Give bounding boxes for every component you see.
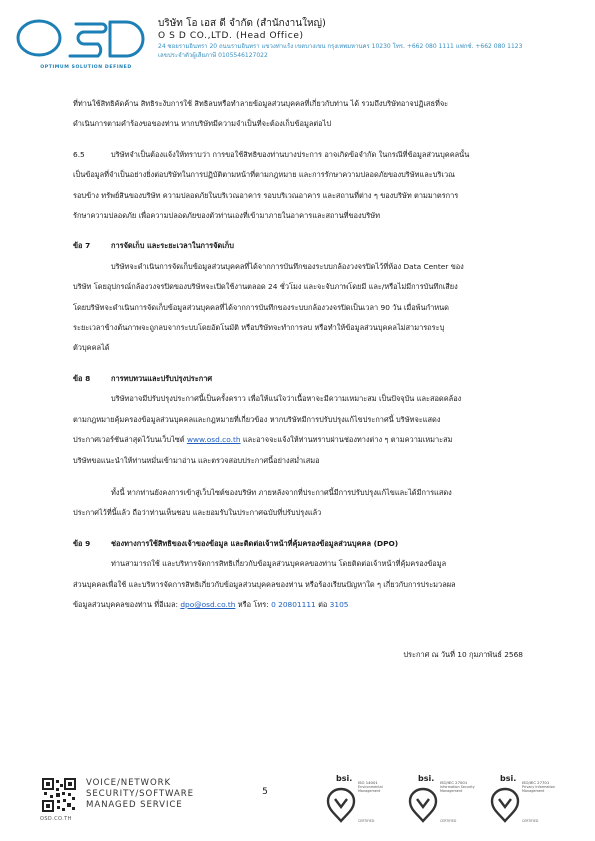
cert-status: CERTIFIED <box>522 819 539 823</box>
text-line: บริษัท โดยอุปกรณ์กล้องวงจรปิดของบริษัทจะเปิดใช้งานตลอด 24 ชั่วโมง และจะจับภาพโดยมี และ/หรือไม่มีการบันทึกเสียง <box>73 282 458 292</box>
bsi-brand: bsi. <box>500 774 517 783</box>
text-line: ที่ท่านใช้สิทธิคัดค้าน สิทธิระงับการใช้ สิทธิลบหรือทำลายข้อมูลส่วนบุคคลที่เกี่ยวกับท่าน ได้ รวมถึงบริษัทอาจปฏิเสธที่จะ <box>73 99 449 108</box>
dpo-phone-extension[interactable]: 3105 <box>329 599 349 609</box>
logo-tagline: OPTIMUM SOLUTION DEFINED <box>40 65 132 70</box>
cert-badge-iso14001 <box>320 774 396 830</box>
section-number: ข้อ 8 <box>73 373 91 383</box>
kitemark-icon <box>408 787 438 823</box>
text-span: บริษัทจำเป็นต้องแจ้งให้ทราบว่า การขอใช้สิทธิของท่านบางประการ อาจเกิดข้อจำกัด ในกรณีที่ข้อมูลส่วนบุคคลนั้น <box>111 149 470 159</box>
cert-standard: ISO/IEC 27701 <box>522 780 550 785</box>
text-line: บริษัทจะดำเนินการจัดเก็บข้อมูลส่วนบุคคลที่ได้จากการบันทึกของระบบกล้องวงจรปิดไว้ที่ห้อง Data Center ของ <box>111 261 464 271</box>
company-name-en: O S D CO.,LTD. (Head Office) <box>158 31 304 41</box>
qr-code-icon <box>42 778 76 812</box>
cert-description: Information Security Management <box>440 785 475 794</box>
text-span: และอาจจะแจ้งให้ท่านทราบผ่านช่องทางต่าง ๆ ตามความเหมาะสม <box>240 435 453 445</box>
cert-standard: ISO/IEC 27001 <box>440 780 468 785</box>
text-line: ทั้งนี้ หากท่านยังคงการเข้าสู่เว็บไซต์ของบริษัท ภายหลังจากที่ประกาศนี้มีการปรับปรุงแก้ไขและได้มีการแสดง <box>111 487 452 497</box>
announcement-date: ประกาศ ณ วันที่ 10 กุมภาพันธ์ 2568 <box>403 650 523 660</box>
text-line <box>73 595 525 615</box>
cert-badge-iso27001 <box>402 774 478 830</box>
page-footer <box>0 770 595 841</box>
section-8-body <box>73 389 525 471</box>
text-line <box>73 430 525 450</box>
text-line: ตัวบุคคลได้ <box>73 343 110 353</box>
text-line: ตามกฎหมายคุ้มครองข้อมูลส่วนบุคคลและกฎหมายที่เกี่ยวข้อง หากบริษัทมีการปรับปรุงแก้ไขประกาศนี้ บริษัทจะแสดง <box>73 414 441 424</box>
certification-badges <box>320 774 560 830</box>
kitemark-icon <box>326 787 356 823</box>
dpo-phone-link[interactable]: 0 20801111 <box>271 599 316 609</box>
bsi-brand: bsi. <box>336 774 353 783</box>
website-link[interactable]: www.osd.co.th <box>186 435 241 445</box>
text-line: ท่านสามารถใช้ และบริหารจัดการสิทธิเกี่ยวกับข้อมูลส่วนบุคคลของท่าน โดยติดต่อเจ้าหน้าที่คุ้มครองข้อมูล <box>111 559 447 569</box>
cert-standard: ISO 14001 <box>358 780 378 785</box>
text-span: หรือ โทร: <box>235 599 272 609</box>
footer-website: OSD.CO.TH <box>40 816 72 822</box>
section-title: การจัดเก็บ และระยะเวลาในการจัดเก็บ <box>111 241 234 251</box>
text-span: ประกาศเวอร์ชันล่าสุดไว้บนเว็บไซต์ <box>73 435 187 445</box>
section-9-heading <box>73 534 525 554</box>
text-span: ข้อมูลส่วนบุคคลของท่าน ที่อีเมล: <box>73 599 181 609</box>
section-number: ข้อ 9 <box>73 538 91 548</box>
section-8-heading <box>73 369 525 389</box>
text-line: โดยบริษัทจะดำเนินการจัดเก็บข้อมูลส่วนบุคคลที่ได้จากการบันทึกของระบบกล้องวงจรปิดเป็นเวลา 90 วัน เมื่อพ้นกำหนด <box>73 302 449 312</box>
cert-description: Environmental Management <box>358 785 383 794</box>
section-6-5 <box>73 145 525 227</box>
section-number: 6.5 <box>73 149 85 159</box>
company-info <box>158 17 588 60</box>
text-line: ประกาศไว้ที่นี้แล้ว ถือว่าท่านเห็นชอบ และยอมรับในประกาศฉบับที่ปรับปรุงแล้ว <box>73 508 322 518</box>
osd-logo <box>16 18 146 70</box>
dpo-email-link[interactable]: dpo@osd.co.th <box>180 599 236 609</box>
text-line: รอบข้าง ทรัพย์สินของบริษัท ความปลอดภัยในบริเวณอาคาร รอบบริเวณอาคาร และสถานที่ต่าง ๆ ของบริษัท ตามมาตรการ <box>73 190 459 200</box>
text-line: เป็นข้อมูลที่จำเป็นอย่างยิ่งต่อบริษัทในการปฏิบัติตามหน้าที่ตามกฎหมาย และการรักษาความปลอดภัยของบริษัทและบริเวณ <box>73 170 455 180</box>
letterhead <box>10 10 585 76</box>
section-7-heading <box>73 236 525 256</box>
text-line: บริษัทขอแนะนำให้ท่านหมั่นเข้ามาอ่าน และตรวจสอบประกาศนี้อย่างสม่ำเสมอ <box>73 455 320 465</box>
osd-logo-mark <box>16 18 146 60</box>
cert-badge-iso27701 <box>484 774 560 830</box>
section-7-body <box>73 257 525 359</box>
kitemark-icon <box>490 787 520 823</box>
text-span: ต่อ <box>315 599 330 609</box>
document-body <box>73 94 525 666</box>
cert-status: CERTIFIED <box>358 819 375 823</box>
section-8-paragraph-2 <box>73 483 525 524</box>
company-tax-id: เลขประจำตัวผู้เสียภาษี 0105546127022 <box>158 52 268 59</box>
cert-status: CERTIFIED <box>440 819 457 823</box>
cert-description: Privacy Information Management <box>522 785 555 794</box>
bsi-brand: bsi. <box>418 774 435 783</box>
section-number: ข้อ 7 <box>73 241 91 251</box>
service-item: VOICE/NETWORK <box>86 778 172 788</box>
page-number: 5 <box>262 787 268 797</box>
company-address: 24 ซอยรามอินทรา 20 ถนนรามอินทรา แขวงท่าแร้ง เขตบางเขน กรุงเทพมหานคร 10230 โทร. +662 080 1111 แฟกซ์. +662 080 1123 <box>158 43 523 50</box>
text-line: บริษัทอาจมีปรับปรุงประกาศนี้เป็นครั้งคราว เพื่อให้แน่ใจว่าเนื้อหาจะมีความเหมาะสม เป็นปัจจุบัน และสอดคล้อง <box>111 394 462 404</box>
text-line: รักษาความปลอดภัย เพื่อความปลอดภัยของตัวท่านเองที่เข้ามาภายในอาคารและสถานที่ของบริษัท <box>73 211 381 221</box>
section-9-body <box>73 554 525 615</box>
continued-paragraph <box>73 94 525 135</box>
company-name-th: บริษัท โอ เอส ดี จำกัด (สำนักงานใหญ่) <box>158 18 326 29</box>
text-line: ระยะเวลาข้างต้นภาพจะถูกลบจากระบบโดยอัตโนมัติ หรือบริษัทจะทำการลบ หรือทำให้ข้อมูลส่วนบุคคลไม่สามารถระบุ <box>73 323 445 333</box>
service-list <box>86 778 196 811</box>
text-line: ส่วนบุคคลเพื่อใช้ และบริหารจัดการสิทธิเกี่ยวกับข้อมูลส่วนบุคคลของท่าน หรือร้องเรียนปัญหาใด ๆ เกี่ยวกับการประมวลผล <box>73 579 456 589</box>
text-line: ดำเนินการตามคำร้องขอของท่าน หากบริษัทมีความจำเป็นที่จะต้องเก็บข้อมูลต่อไป <box>73 119 332 129</box>
service-item: MANAGED SERVICE <box>86 800 183 810</box>
text-line <box>73 145 525 165</box>
section-title: ช่องทางการใช้สิทธิของเจ้าของข้อมูล และติดต่อเจ้าหน้าที่คุ้มครองข้อมูลส่วนบุคคล (DPO) <box>111 538 399 548</box>
section-title: การทบทวนและปรับปรุงประกาศ <box>111 373 213 383</box>
service-item: SECURITY/SOFTWARE <box>86 789 194 799</box>
